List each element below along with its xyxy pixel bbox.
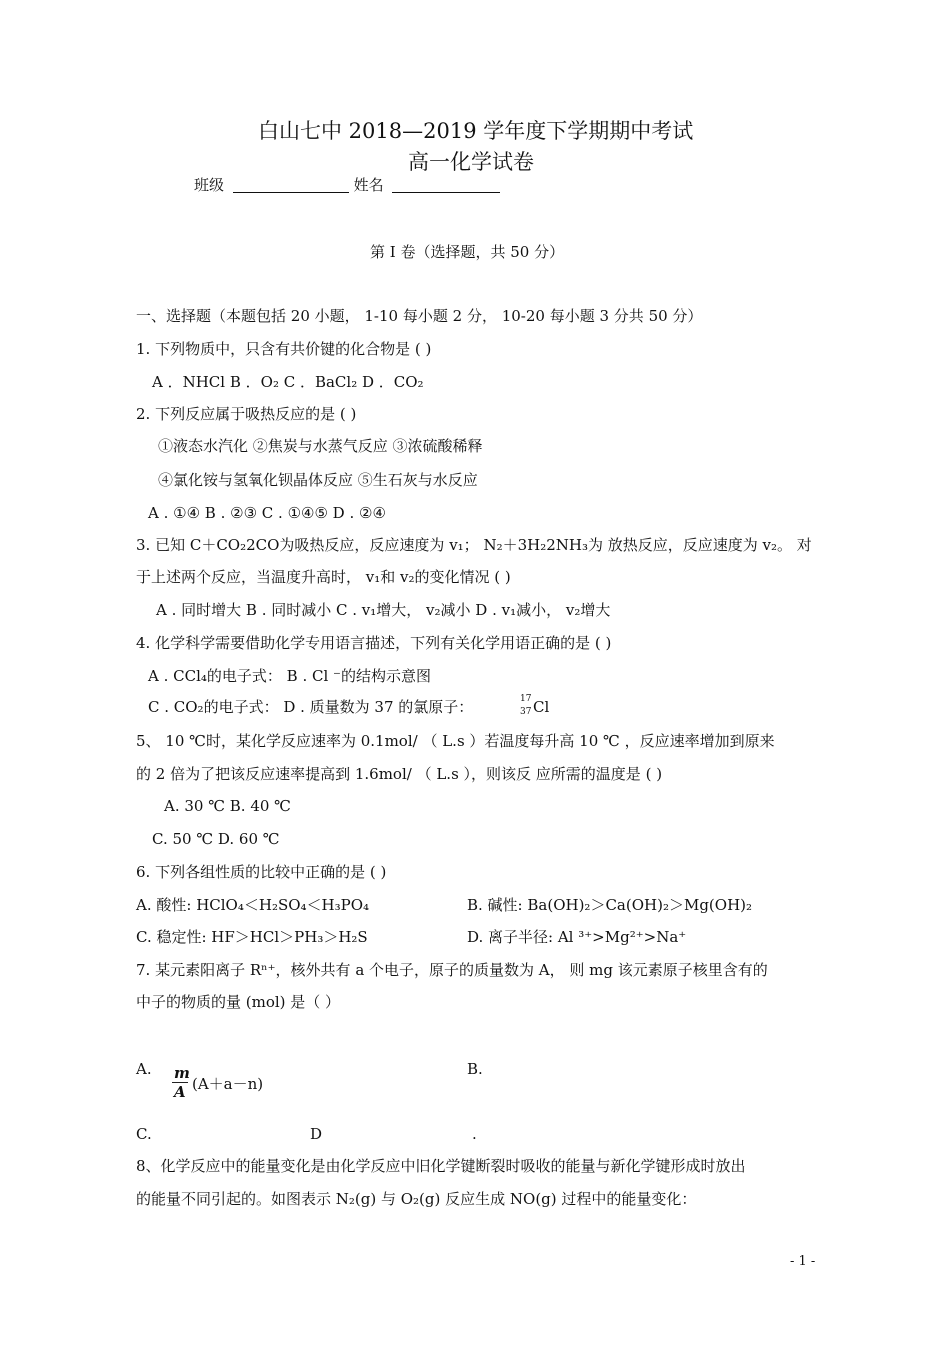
page-number: - 1 - (790, 1254, 816, 1269)
class-name-line (194, 176, 500, 194)
class-blank[interactable] (233, 178, 349, 193)
q7-line-1: 7. 某元素阳离子 Rⁿ⁺，核外共有 a 个电子，原子的质量数为 A， 则 mg 该元素原子核里含有的 (136, 961, 768, 979)
q5-line-1: 5、 10 ℃时，某化学反应速率为 0.1mol/ （ L.s ）若温度每升高 10 ℃ ，反应速率增加到原来 (136, 732, 775, 750)
fraction-denominator: A (174, 1083, 186, 1101)
name-label: 姓名 (353, 176, 384, 194)
q7-option-d-dot: . (472, 1125, 477, 1143)
q7-option-b: B. (467, 1060, 483, 1078)
q8-line-1: 8、化学反应中的能量变化是由化学反应中旧化学键断裂时吸收的能量与新化学键形成时放出 (136, 1157, 746, 1175)
q6-option-b: B. 碱性: Ba(OH)₂＞Ca(OH)₂＞Mg(OH)₂ (467, 896, 753, 914)
q7-line-2: 中子的物质的量 (mol) 是（ ） (136, 993, 341, 1011)
name-blank[interactable] (392, 178, 500, 193)
q7-option-d: D (310, 1125, 323, 1143)
q7-fraction-formula (170, 1064, 280, 1104)
nuclide-mass-number: 17 (520, 694, 532, 704)
q6-stem: 6. 下列各组性质的比较中正确的是 ( ) (136, 863, 387, 881)
nuclide-atomic-number: 37 (520, 707, 532, 717)
section-intro: 一、选择题（本题包括 20 小题， 1-10 每小题 2 分， 10-20 每小题 3 分共 50 分） (136, 307, 703, 325)
fraction-numerator: m (174, 1064, 190, 1082)
q2-items-2: ④氯化铵与氢氧化钡晶体反应 ⑤生石灰与水反应 (158, 471, 478, 489)
q4-options-ab: A . CCl₄的电子式： B . Cl ⁻的结构示意图 (148, 667, 431, 685)
volume-heading: 第 I 卷（选择题，共 50 分） (370, 243, 565, 261)
q6-option-d: D. 离子半径: Al ³⁺>Mg²⁺>Na⁺ (467, 928, 687, 946)
q6-option-c: C. 稳定性: HF＞HCl＞PH₃＞H₂S (136, 928, 368, 946)
q6-option-a: A. 酸性: HClO₄＜H₂SO₄＜H₃PO₄ (136, 896, 370, 914)
q3-line-1: 3. 已知 C＋CO₂2CO为吸热反应，反应速度为 v₁； N₂＋3H₂2NH₃为 放热反应，反应速度为 v₂。 对 (136, 536, 812, 554)
q2-options: A . ①④ B . ②③ C . ①④⑤ D . ②④ (148, 504, 386, 522)
nuclide-symbol: Cl (533, 698, 550, 716)
q5-options-ab: A. 30 ℃ B. 40 ℃ (164, 797, 291, 815)
q4-options-cd: C . CO₂的电子式： D . 质量数为 37 的氯原子： (148, 698, 474, 716)
q2-stem: 2. 下列反应属于吸热反应的是 ( ) (136, 405, 357, 423)
q5-options-cd: C. 50 ℃ D. 60 ℃ (152, 830, 280, 848)
q1-options: A ．NHCl B ．O₂ C ．BaCl₂ D ．CO₂ (152, 373, 424, 391)
q8-line-2: 的能量不同引起的。如图表示 N₂(g) 与 O₂(g) 反应生成 NO(g) 过程中的能量变化： (136, 1190, 697, 1208)
exam-title: 白山七中 2018—2019 学年度下学期期中考试 (258, 119, 694, 143)
q3-options: A . 同时增大 B . 同时减小 C . v₁增大， v₂减小 D . v₁减小， v₂增大 (156, 601, 611, 619)
q7-option-c: C. (136, 1125, 152, 1143)
q5-line-2: 的 2 倍为了把该反应速率提高到 1.6mol/ （ L.s ），则该反 应所需的温度是 ( ) (136, 765, 663, 783)
q3-line-2: 于上述两个反应，当温度升高时， v₁和 v₂的变化情况 ( ) (136, 568, 511, 586)
q7-option-a: A. (136, 1060, 152, 1078)
q4-stem: 4. 化学科学需要借助化学专用语言描述，下列有关化学用语正确的是 ( ) (136, 634, 612, 652)
q1-stem: 1. 下列物质中，只含有共价键的化合物是 ( ) (136, 340, 432, 358)
exam-subtitle: 高一化学试卷 (408, 150, 534, 174)
q2-items-1: ①液态水汽化 ②焦炭与水蒸气反应 ③浓硫酸稀释 (158, 437, 483, 455)
class-label: 班级 (194, 176, 225, 194)
fraction-expression: (A＋a－n) (192, 1075, 264, 1093)
